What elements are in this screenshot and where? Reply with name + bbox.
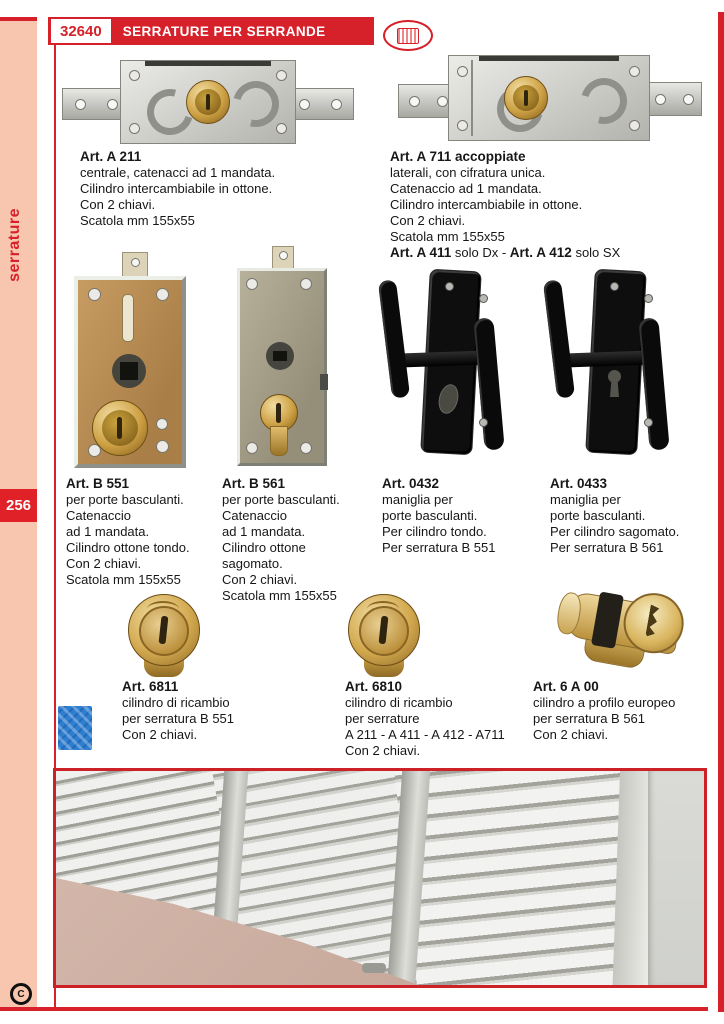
product-text-6a00	[533, 679, 718, 743]
product-line: porte basculanti.	[382, 508, 478, 523]
product-title: Art. 6811	[122, 679, 179, 694]
product-title: Art. 6 A 00	[533, 679, 599, 694]
product-line: Scatola mm 155x55	[80, 213, 195, 228]
product-line: per serrature	[345, 711, 420, 726]
product-title: Art. B 551	[66, 476, 130, 491]
product-line: Catenaccio	[66, 508, 132, 523]
product-line: Con 2 chiavi.	[66, 556, 142, 571]
product-line: per serratura B 561	[533, 711, 646, 726]
product-photo-b551	[72, 252, 188, 467]
product-title: Art. A 211	[80, 149, 142, 164]
product-title: Art. 6810	[345, 679, 403, 694]
product-text-0432	[382, 476, 542, 556]
product-photo-6a00	[550, 566, 697, 695]
lock-latch	[320, 374, 328, 390]
product-line: porte basculanti.	[550, 508, 646, 523]
product-line: Per cilindro tondo.	[382, 524, 487, 539]
euro-profile-stem	[270, 426, 288, 456]
product-photo-a711	[398, 52, 700, 142]
product-variant-line: Art. A 411 solo Dx - Art. A 412 solo SX	[390, 245, 621, 260]
product-line: laterali, con cifratura unica.	[390, 165, 546, 180]
product-line: ad 1 mandata.	[66, 524, 150, 539]
product-text-b561	[222, 476, 374, 604]
brand-logo-oval	[383, 20, 433, 51]
product-line: Scatola mm 155x55	[222, 588, 337, 603]
product-text-0433	[550, 476, 715, 556]
product-line: Catenaccio	[222, 508, 288, 523]
product-line: Con 2 chiavi.	[80, 197, 156, 212]
product-line: Con 2 chiavi.	[390, 213, 466, 228]
product-line: Cilindro ottone	[222, 540, 306, 555]
product-line: Con 2 chiavi.	[122, 727, 198, 742]
product-line: Catenaccio ad 1 mandata.	[390, 181, 542, 196]
product-line: Scatola mm 155x55	[66, 572, 181, 587]
product-title: Art. A 711 accoppiate	[390, 149, 526, 164]
product-line: Per cilindro sagomato.	[550, 524, 680, 539]
page-number-badge: 256	[0, 489, 37, 522]
product-line: per serratura B 551	[122, 711, 235, 726]
sidebar-top-rule	[0, 17, 37, 21]
product-text-a711	[390, 149, 705, 261]
brass-cylinder	[504, 76, 548, 120]
product-line: centrale, catenacci ad 1 mandata.	[80, 165, 276, 180]
product-text-a211	[80, 149, 380, 229]
product-line: Cilindro intercambiabile in ottone.	[80, 181, 273, 196]
product-text-6810	[345, 679, 535, 759]
brass-cylinder	[186, 80, 230, 124]
product-text-6811	[122, 679, 322, 743]
product-line: per porte basculanti.	[222, 492, 340, 507]
product-line: cilindro di ricambio	[345, 695, 453, 710]
product-title: Art. B 561	[222, 476, 286, 491]
brand-crest-icon	[397, 28, 419, 44]
product-photo-0433	[548, 266, 666, 462]
section-header	[48, 17, 374, 45]
copyright-c-icon: C	[10, 983, 32, 1005]
page-right-rule	[718, 12, 724, 1012]
product-line: sagomato.	[222, 556, 283, 571]
product-line: per porte basculanti.	[66, 492, 184, 507]
product-photo-b561	[234, 246, 328, 468]
product-line: cilindro di ricambio	[122, 695, 230, 710]
floor-object	[362, 963, 386, 973]
section-title: SERRATURE PER SERRANDE	[122, 23, 326, 39]
product-title: Art. 0432	[382, 476, 440, 491]
product-line: Per serratura B 561	[550, 540, 664, 555]
lock-plate	[448, 55, 650, 141]
product-text-b551	[66, 476, 218, 588]
product-line: Con 2 chiavi.	[222, 572, 298, 587]
section-code: 32640	[51, 19, 111, 43]
side-wall	[648, 771, 704, 985]
lock-side-bar	[286, 88, 354, 120]
euro-keyhole-stem	[610, 381, 619, 397]
product-line: A 211 - A 411 - A 412 - A711	[345, 727, 505, 742]
product-title: Art. 0433	[550, 476, 608, 491]
product-line: Per serratura B 551	[382, 540, 496, 555]
product-line: Cilindro ottone tondo.	[66, 540, 190, 555]
product-line: ad 1 mandata.	[222, 524, 306, 539]
product-line: Cilindro intercambiabile in ottone.	[390, 197, 583, 212]
product-photo-a211	[62, 58, 352, 144]
sidebar-category-label: serrature	[6, 208, 23, 282]
product-line: Con 2 chiavi.	[533, 727, 609, 742]
product-line: cilindro a profilo europeo	[533, 695, 676, 710]
blue-texture-swatch	[58, 706, 92, 750]
page-bottom-rule	[0, 1007, 708, 1011]
product-line: maniglia per	[382, 492, 453, 507]
product-line: maniglia per	[550, 492, 621, 507]
product-photo-0432	[383, 266, 501, 462]
brass-cylinder-round	[92, 400, 148, 456]
product-photo-6810	[347, 593, 421, 681]
product-photo-6811	[127, 593, 201, 681]
product-line: Scatola mm 155x55	[390, 229, 505, 244]
lock-side-bar	[642, 82, 702, 116]
roller-shutter-photo	[53, 768, 707, 988]
product-line: Con 2 chiavi.	[345, 743, 421, 758]
